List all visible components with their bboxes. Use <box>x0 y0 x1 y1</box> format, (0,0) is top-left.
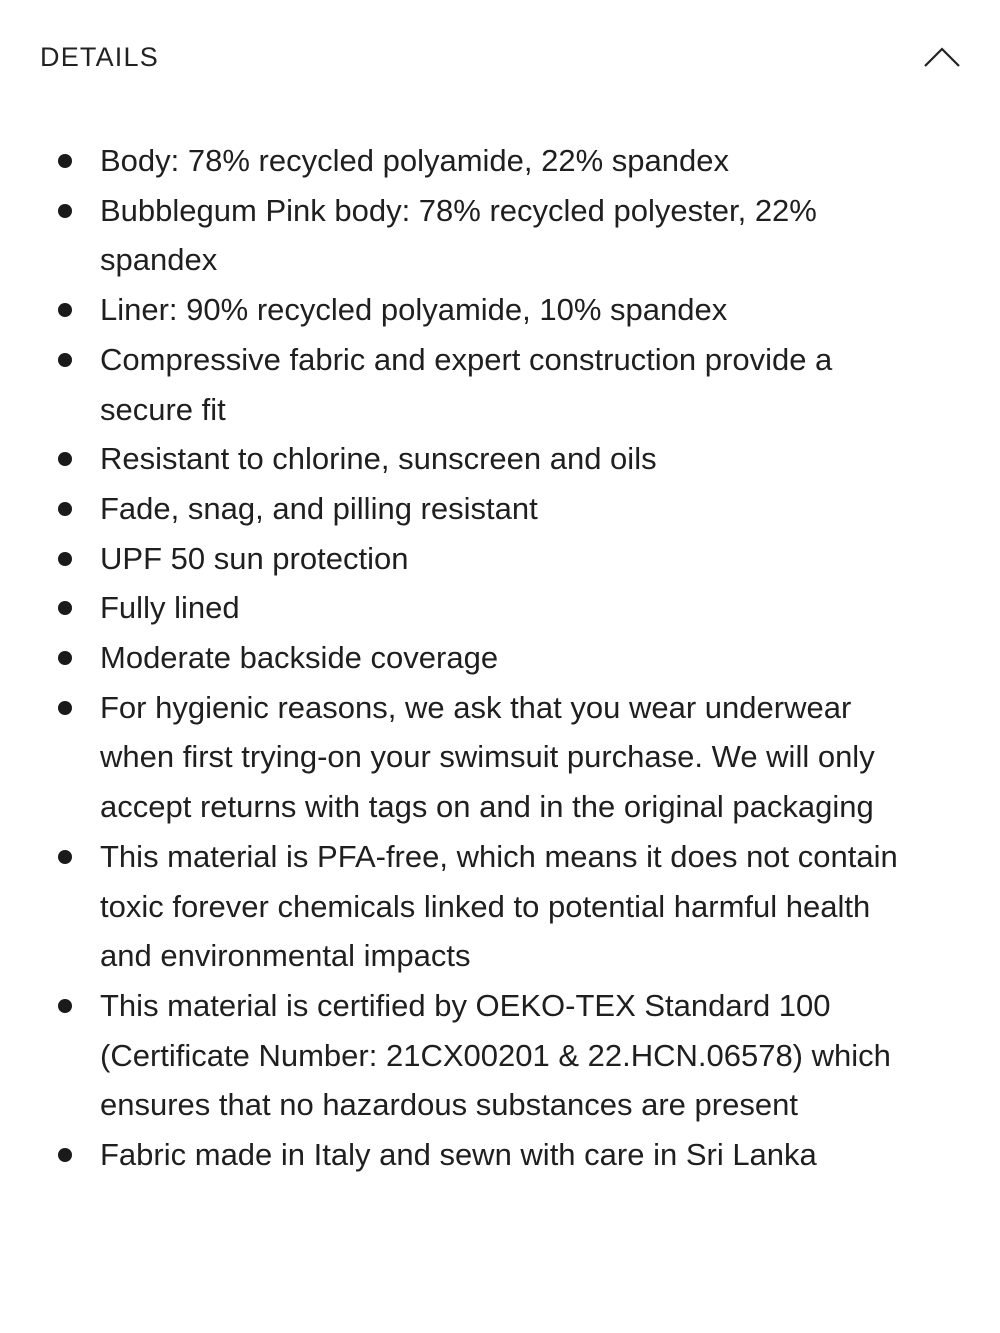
bullet-icon <box>58 999 72 1013</box>
list-item-text: Fabric made in Italy and sewn with care in Sri Lanka <box>100 1137 817 1173</box>
list-item-text: This material is certified by OEKO-TEX Standard 100 (Certificate Number: 21CX00201 & 22.HCN.06578) which ensures that no hazardous substances are present <box>100 987 891 1123</box>
bullet-icon <box>58 850 72 864</box>
bullet-icon <box>58 303 72 317</box>
list-item <box>0 1130 1000 1180</box>
list-item-text: Moderate backside coverage <box>100 640 499 676</box>
list-item-text: For hygienic reasons, we ask that you wear underwear when first trying-on your swimsuit purchase. We will only accept returns with tags on and in the original packaging <box>100 689 875 825</box>
list-item-text: UPF 50 sun protection <box>100 540 409 576</box>
list-item <box>0 633 1000 683</box>
bullet-icon <box>58 452 72 466</box>
list-item <box>0 534 1000 584</box>
bullet-icon <box>58 204 72 218</box>
list-item <box>0 136 1000 186</box>
bullet-icon <box>58 502 72 516</box>
list-item <box>0 981 1000 1130</box>
list-item-text: Body: 78% recycled polyamide, 22% spandex <box>100 143 729 178</box>
list-item-text: Bubblegum Pink body: 78% recycled polyester, 22% spandex <box>100 192 817 278</box>
list-item-text: This material is PFA-free, which means it does not contain toxic forever chemicals linked to potential harmful health and environmental impacts <box>100 838 898 974</box>
list-item-text: Fade, snag, and pilling resistant <box>100 490 538 526</box>
list-item-text: Liner: 90% recycled polyamide, 10% spandex <box>100 292 728 328</box>
list-item <box>0 434 1000 484</box>
bullet-icon <box>58 601 72 615</box>
bullet-icon <box>58 701 72 715</box>
list-item-text: Compressive fabric and expert construction provide a secure fit <box>100 341 833 427</box>
list-item <box>0 832 1000 981</box>
list-item-text: Fully lined <box>100 590 240 626</box>
list-item <box>0 285 1000 335</box>
list-item <box>0 583 1000 633</box>
details-accordion-toggle[interactable] <box>40 28 962 86</box>
bullet-icon <box>58 651 72 665</box>
chevron-up-icon[interactable] <box>922 44 962 70</box>
list-item <box>0 683 1000 832</box>
list-item-text: Resistant to chlorine, sunscreen and oils <box>100 441 657 477</box>
list-item <box>0 186 1000 285</box>
bullet-icon <box>58 353 72 367</box>
list-item <box>0 335 1000 434</box>
list-item <box>0 484 1000 534</box>
details-list <box>0 136 1000 1180</box>
bullet-icon <box>58 1148 72 1162</box>
bullet-icon <box>58 154 72 168</box>
bullet-icon <box>58 552 72 566</box>
details-heading: DETAILS <box>40 41 159 72</box>
